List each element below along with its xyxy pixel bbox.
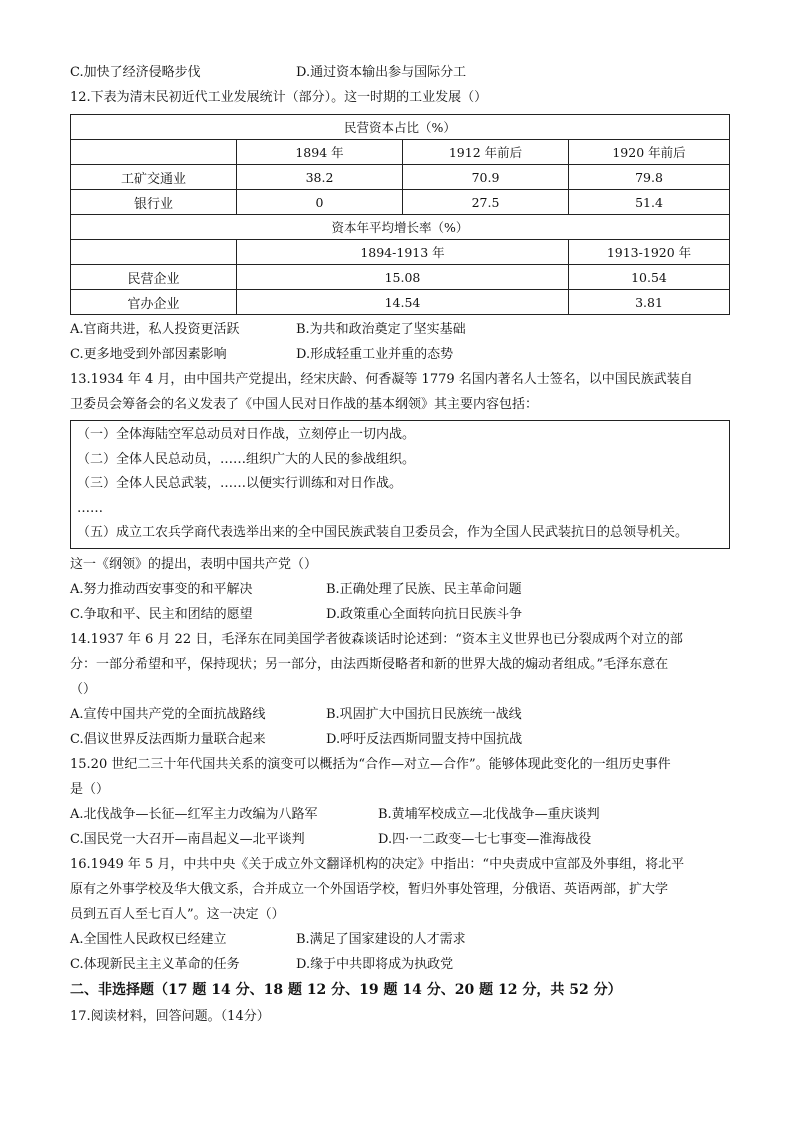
- q16-options-ab: [70, 927, 730, 952]
- q13-option-b[interactable]: B.正确处理了民族、民主革命问题: [326, 581, 522, 597]
- q15-option-c[interactable]: C.国民党一大召开—南昌起义—北平谈判: [70, 831, 305, 847]
- q14-options-cd: [70, 727, 730, 752]
- section-2-heading: 二、非选择题（17 题 14 分、18 题 12 分、19 题 14 分、20 题 12 分，共 52 分）: [70, 981, 622, 998]
- table-cell: 38.2: [237, 165, 403, 190]
- q13-option-d[interactable]: D.政策重心全面转向抗日民族斗争: [326, 606, 523, 622]
- q13-option-c[interactable]: C.争取和平、民主和团结的愿望: [70, 606, 253, 622]
- q13-options-cd: [70, 602, 730, 627]
- table-cell: 70.9: [403, 165, 569, 190]
- q16-options-cd: [70, 952, 730, 977]
- q15-options-cd: [70, 827, 730, 852]
- q12-option-d[interactable]: D.形成轻重工业并重的态势: [296, 347, 454, 362]
- q13-stem-line1: 13.1934 年 4 月，由中国共产党提出，经宋庆龄、何香凝等 1779 名国内著名人士签名，以中国民族武装自: [70, 372, 693, 387]
- q17-stem: 17.阅读材料，回答问题。（14分）: [70, 1008, 270, 1024]
- q12-option-b[interactable]: B.为共和政治奠定了坚实基础: [296, 322, 466, 337]
- table-year-1894: 1894 年: [237, 140, 403, 165]
- table-corner-1: [71, 140, 237, 165]
- exam-page: [70, 60, 730, 1029]
- table-row: [71, 165, 730, 190]
- material-line: ……: [77, 500, 103, 516]
- table-row: [71, 290, 730, 315]
- row-label: 民营企业: [71, 265, 237, 290]
- q15-option-a[interactable]: A.北伐战争—长征—红军主力改编为八路军: [70, 806, 318, 822]
- q14-stem-line2: 分：一部分希望和平，保持现状；另一部分，由法西斯侵略者和新的世界大战的煽动者组成。”毛泽东意在: [70, 656, 669, 672]
- row-label: 工矿交通业: [71, 165, 237, 190]
- table-title-growth: 资本年平均增长率（%）: [71, 215, 730, 240]
- q14-stem-line3: （）: [70, 681, 97, 697]
- q16-option-d[interactable]: D.缘于中共即将成为执政党: [296, 956, 454, 972]
- table-period-1: 1894-1913 年: [237, 240, 569, 265]
- table-cell: 14.54: [237, 290, 569, 315]
- q16-stem-line2: 原有之外事学校及华大俄文系，合并成立一个外国语学校，暂归外事处管理，分俄语、英语两部，扩大学: [70, 881, 669, 897]
- table-period-2: 1913-1920 年: [569, 240, 730, 265]
- table-title-share: 民营资本占比（%）: [71, 115, 730, 140]
- q16-option-c[interactable]: C.体现新民主主义革命的任务: [70, 956, 240, 972]
- q12-stem: 12.下表为清末民初近代工业发展统计（部分）。这一时期的工业发展（）: [70, 90, 488, 105]
- q13-material-box: [70, 420, 730, 549]
- q15-stem-line2: 是（）: [70, 781, 110, 797]
- q12-options-cd: [70, 342, 730, 367]
- q12-statistics-table: [70, 114, 730, 315]
- table-corner-2: [71, 240, 237, 265]
- q14-option-a[interactable]: A.宣传中国共产党的全面抗战路线: [70, 706, 266, 722]
- material-line: （三）全体人民总武装，……以便实行训练和对日作战。: [77, 476, 403, 491]
- q11-options-cd: [70, 60, 730, 85]
- q15-stem-line1: 15.20 世纪二三十年代国共关系的演变可以概括为“合作—对立—合作”。能够体现此变化的一组历史事件: [70, 756, 671, 772]
- q15-options-ab: [70, 802, 730, 827]
- q11-option-d: D.通过资本输出参与国际分工: [296, 65, 467, 80]
- q14-stem-line1: 14.1937 年 6 月 22 日，毛泽东在同美国学者彼森谈话时论述到：“资本主义世界也已分裂成两个对立的部: [70, 631, 683, 647]
- q14-option-d[interactable]: D.呼吁反法西斯同盟支持中国抗战: [326, 731, 523, 747]
- table-row: [71, 265, 730, 290]
- material-line: （二）全体人民总动员，……组织广大的人民的参战组织。: [77, 451, 416, 467]
- material-line: （一）全体海陆空军总动员对日作战，立刻停止一切内战。: [77, 427, 416, 442]
- q13-option-a[interactable]: A.努力推动西安事变的和平解决: [70, 581, 253, 597]
- q14-option-c[interactable]: C.倡议世界反法西斯力量联合起来: [70, 731, 266, 747]
- table-cell: 15.08: [237, 265, 569, 290]
- table-cell: 0: [237, 190, 403, 215]
- material-line: （五）成立工农兵学商代表选举出来的全中国民族武装自卫委员会，作为全国人民武装抗日的总领导机关。: [77, 525, 689, 540]
- q11-option-c: C.加快了经济侵略步伐: [70, 65, 201, 80]
- q13-question: 这一《纲领》的提出，表明中国共产党（）: [70, 556, 318, 572]
- row-label: 官办企业: [71, 290, 237, 315]
- q15-option-b[interactable]: B.黄埔军校成立—北伐战争—重庆谈判: [378, 806, 600, 822]
- q14-options-ab: [70, 702, 730, 727]
- table-year-1920: 1920 年前后: [569, 140, 730, 165]
- table-cell: 27.5: [403, 190, 569, 215]
- q13-stem-line2: 卫委员会筹备会的名义发表了《中国人民对日作战的基本纲领》其主要内容包括：: [70, 397, 539, 412]
- q12-option-c[interactable]: C.更多地受到外部因素影响: [70, 347, 227, 362]
- q16-stem-line1: 16.1949 年 5 月，中共中央《关于成立外文翻译机构的决定》中指出：“中央责成中宣部及外事组，将北平: [70, 856, 685, 872]
- q12-option-a[interactable]: A.官商共进，私人投资更活跃: [70, 322, 240, 337]
- q14-option-b[interactable]: B.巩固扩大中国抗日民族统一战线: [326, 706, 522, 722]
- table-cell: 79.8: [569, 165, 730, 190]
- q15-option-d[interactable]: D.四·一二政变—七七事变—淮海战役: [378, 831, 592, 847]
- q12-options-ab: [70, 317, 730, 342]
- row-label: 银行业: [71, 190, 237, 215]
- table-cell: 10.54: [569, 265, 730, 290]
- table-cell: 3.81: [569, 290, 730, 315]
- table-cell: 51.4: [569, 190, 730, 215]
- q16-stem-line3: 员到五百人至七百人”。这一决定（）: [70, 906, 285, 922]
- q16-option-a[interactable]: A.全国性人民政权已经建立: [70, 931, 227, 947]
- table-year-1912: 1912 年前后: [403, 140, 569, 165]
- table-row: [71, 190, 730, 215]
- q13-options-ab: [70, 577, 730, 602]
- q16-option-b[interactable]: B.满足了国家建设的人才需求: [296, 931, 466, 947]
